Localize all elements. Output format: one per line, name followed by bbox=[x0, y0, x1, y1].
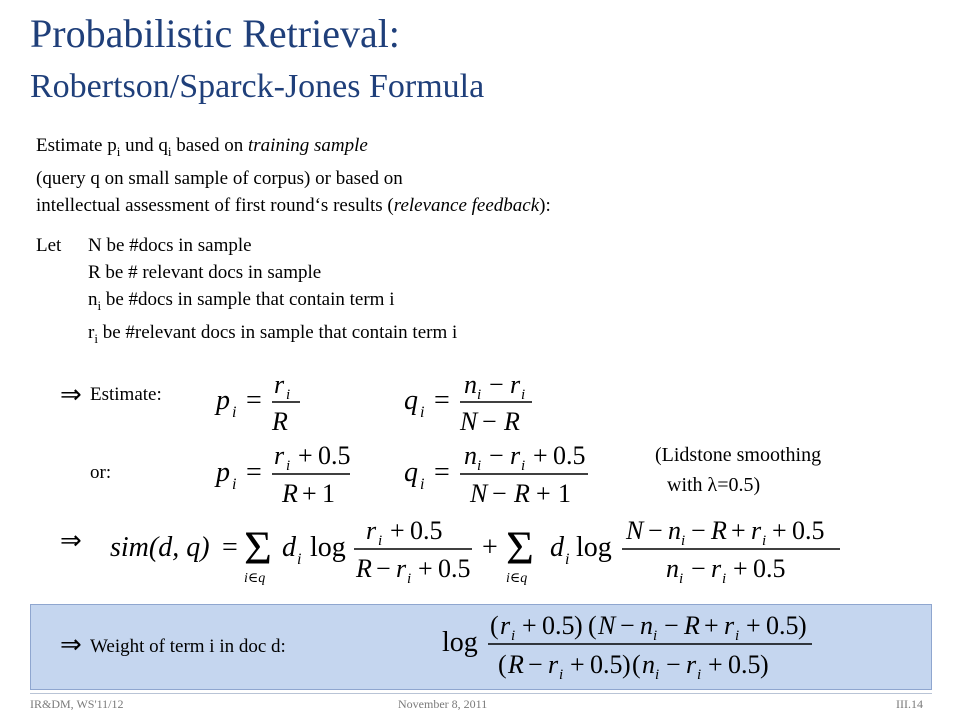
svg-text:−: − bbox=[482, 407, 497, 436]
svg-text:i: i bbox=[511, 628, 516, 644]
svg-text:q: q bbox=[404, 385, 418, 416]
svg-text:+: + bbox=[533, 441, 548, 470]
svg-text:n: n bbox=[642, 650, 655, 679]
lidstone-line-2: with λ=0.5) bbox=[667, 474, 761, 496]
svg-text:i: i bbox=[697, 667, 702, 683]
svg-text:i: i bbox=[559, 667, 564, 683]
def-N: Let N be #docs in sample bbox=[36, 235, 252, 256]
svg-text:−: − bbox=[666, 650, 681, 679]
weight-label: Weight of term i in doc d: bbox=[90, 636, 286, 657]
svg-text:r: r bbox=[510, 370, 521, 399]
svg-text:r: r bbox=[366, 516, 377, 545]
formula-weight bbox=[438, 606, 838, 684]
svg-text:i: i bbox=[378, 533, 383, 549]
svg-text:=: = bbox=[246, 385, 262, 416]
svg-text:N: N bbox=[460, 407, 478, 436]
svg-text:sim(d, q): sim(d, q) bbox=[110, 532, 210, 563]
svg-text:): ) bbox=[760, 650, 769, 679]
svg-text:+: + bbox=[522, 611, 537, 640]
formula-sim bbox=[110, 512, 850, 594]
formula-q-estimate bbox=[398, 366, 578, 436]
svg-text:n: n bbox=[464, 441, 477, 470]
svg-text:d: d bbox=[282, 532, 296, 563]
svg-text:+: + bbox=[704, 611, 719, 640]
svg-text:(: ( bbox=[490, 611, 499, 640]
svg-text:r: r bbox=[274, 370, 285, 399]
svg-text:i: i bbox=[521, 387, 526, 403]
svg-text:log: log bbox=[576, 532, 612, 563]
svg-text:1: 1 bbox=[322, 479, 335, 508]
svg-text:+: + bbox=[482, 532, 498, 563]
svg-text:−: − bbox=[620, 611, 635, 640]
svg-text:0.5: 0.5 bbox=[553, 441, 586, 470]
lidstone-note bbox=[655, 440, 821, 500]
svg-text:+: + bbox=[302, 479, 317, 508]
svg-text:i: i bbox=[679, 571, 684, 587]
svg-text:r: r bbox=[724, 611, 735, 640]
svg-text:i: i bbox=[681, 533, 686, 549]
svg-text:log: log bbox=[310, 532, 346, 563]
svg-text:R: R bbox=[356, 554, 372, 583]
def-ni: $n_i$ be #docs in sample that contain term i bbox=[88, 289, 395, 313]
implies-arrow-estimate: ⇒ bbox=[60, 380, 82, 410]
svg-text:+: + bbox=[418, 554, 433, 583]
intro-line-1: Estimate $p_i$ und $q_i$ based on training sample bbox=[36, 135, 368, 159]
svg-text:1: 1 bbox=[558, 479, 571, 508]
svg-text:−: − bbox=[489, 441, 504, 470]
svg-text:i: i bbox=[653, 628, 658, 644]
implies-arrow-sim: ⇒ bbox=[60, 526, 82, 556]
def-ri: $r_i$ be #relevant docs in sample that contain term i bbox=[88, 321, 458, 346]
svg-text:): ) bbox=[798, 611, 807, 640]
svg-text:0.5: 0.5 bbox=[410, 516, 443, 545]
footer-slide-number: III.14 bbox=[896, 697, 923, 711]
svg-text:r: r bbox=[396, 554, 407, 583]
svg-text:i: i bbox=[232, 404, 237, 421]
svg-text:+: + bbox=[536, 479, 551, 508]
definitions-block bbox=[36, 232, 457, 352]
svg-text:i: i bbox=[286, 387, 291, 403]
formula-q-smoothed bbox=[398, 437, 613, 509]
svg-text:=: = bbox=[222, 532, 238, 563]
footer-course: IR&DM, WS'11/12 bbox=[30, 697, 124, 711]
svg-text:(: ( bbox=[632, 650, 641, 679]
svg-text:+: + bbox=[731, 516, 746, 545]
slide-title: Probabilistic Retrieval: bbox=[30, 11, 400, 56]
svg-text:i: i bbox=[297, 551, 302, 568]
slide-subtitle: Robertson/Sparck-Jones Formula bbox=[30, 68, 485, 105]
lidstone-line-1: (Lidstone smoothing bbox=[655, 444, 822, 466]
def-R: R be # relevant docs in sample bbox=[88, 262, 322, 283]
svg-text:+: + bbox=[708, 650, 723, 679]
svg-text:N: N bbox=[470, 479, 488, 508]
svg-text:i: i bbox=[407, 571, 412, 587]
svg-text:n: n bbox=[666, 554, 679, 583]
footer-divider bbox=[30, 693, 932, 694]
svg-text:log: log bbox=[442, 627, 478, 658]
svg-text:n: n bbox=[640, 611, 653, 640]
svg-text:i: i bbox=[477, 387, 482, 403]
svg-text:n: n bbox=[668, 516, 681, 545]
svg-text:i: i bbox=[565, 551, 570, 568]
intro-line-3: intellectual assessment of first round‘s results (relevance feedback): bbox=[36, 194, 551, 216]
svg-text:−: − bbox=[648, 516, 663, 545]
svg-text:R: R bbox=[684, 611, 700, 640]
svg-text:−: − bbox=[528, 650, 543, 679]
svg-text:r: r bbox=[686, 650, 697, 679]
svg-text:=: = bbox=[246, 457, 262, 488]
svg-text:i: i bbox=[420, 476, 425, 493]
svg-text:=: = bbox=[434, 385, 450, 416]
svg-text:0.5: 0.5 bbox=[590, 650, 623, 679]
svg-text:i: i bbox=[722, 571, 727, 587]
svg-text:i: i bbox=[521, 458, 526, 474]
svg-text:N: N bbox=[626, 516, 644, 545]
svg-text:−: − bbox=[691, 516, 706, 545]
svg-text:r: r bbox=[711, 554, 722, 583]
svg-text:+: + bbox=[390, 516, 405, 545]
formula-p-smoothed bbox=[210, 437, 370, 509]
svg-text:r: r bbox=[500, 611, 511, 640]
svg-text:0.5: 0.5 bbox=[542, 611, 575, 640]
svg-text:d: d bbox=[550, 532, 564, 563]
svg-text:R: R bbox=[508, 650, 524, 679]
svg-text:(: ( bbox=[498, 650, 507, 679]
svg-text:0.5: 0.5 bbox=[792, 516, 825, 545]
svg-text:i: i bbox=[477, 458, 482, 474]
svg-text:Σ: Σ bbox=[506, 522, 534, 575]
svg-text:0.5: 0.5 bbox=[753, 554, 786, 583]
svg-text:+: + bbox=[298, 441, 313, 470]
svg-text:R: R bbox=[282, 479, 298, 508]
svg-text:i: i bbox=[232, 476, 237, 493]
svg-text:i∈q: i∈q bbox=[506, 571, 528, 586]
svg-text:i: i bbox=[762, 533, 767, 549]
svg-text:i: i bbox=[735, 628, 740, 644]
svg-text:0.5: 0.5 bbox=[728, 650, 761, 679]
svg-text:r: r bbox=[751, 516, 762, 545]
or-label: or: bbox=[90, 462, 112, 483]
svg-text:R: R bbox=[514, 479, 530, 508]
svg-text:r: r bbox=[548, 650, 559, 679]
svg-text:+: + bbox=[746, 611, 761, 640]
svg-text:p: p bbox=[216, 457, 230, 488]
svg-text:): ) bbox=[574, 611, 583, 640]
svg-text:i: i bbox=[655, 667, 660, 683]
svg-text:i: i bbox=[420, 404, 425, 421]
svg-text:−: − bbox=[489, 370, 504, 399]
svg-text:R: R bbox=[504, 407, 520, 436]
svg-text:(: ( bbox=[588, 611, 597, 640]
intro-paragraph bbox=[36, 132, 936, 219]
svg-text:N: N bbox=[598, 611, 616, 640]
estimate-label: Estimate: bbox=[90, 384, 162, 405]
svg-text:R: R bbox=[272, 407, 288, 436]
svg-text:p: p bbox=[216, 385, 230, 416]
footer-date: November 8, 2011 bbox=[398, 697, 488, 711]
svg-text:r: r bbox=[510, 441, 521, 470]
svg-text:r: r bbox=[274, 441, 285, 470]
intro-line-2: (query q on small sample of corpus) or based on bbox=[36, 167, 403, 189]
svg-text:+: + bbox=[570, 650, 585, 679]
formula-p-estimate bbox=[210, 366, 320, 436]
svg-text:R: R bbox=[711, 516, 727, 545]
svg-text:q: q bbox=[404, 457, 418, 488]
svg-text:−: − bbox=[664, 611, 679, 640]
svg-text:i∈q: i∈q bbox=[244, 571, 266, 586]
svg-text:i: i bbox=[286, 458, 291, 474]
svg-text:−: − bbox=[691, 554, 706, 583]
svg-text:+: + bbox=[772, 516, 787, 545]
svg-text:n: n bbox=[464, 370, 477, 399]
svg-text:): ) bbox=[622, 650, 631, 679]
svg-text:−: − bbox=[492, 479, 507, 508]
svg-text:Σ: Σ bbox=[244, 522, 272, 575]
svg-text:+: + bbox=[733, 554, 748, 583]
svg-text:=: = bbox=[434, 457, 450, 488]
svg-text:0.5: 0.5 bbox=[766, 611, 799, 640]
svg-text:0.5: 0.5 bbox=[438, 554, 471, 583]
implies-arrow-weight: ⇒ bbox=[60, 630, 82, 660]
svg-text:−: − bbox=[376, 554, 391, 583]
svg-text:0.5: 0.5 bbox=[318, 441, 351, 470]
